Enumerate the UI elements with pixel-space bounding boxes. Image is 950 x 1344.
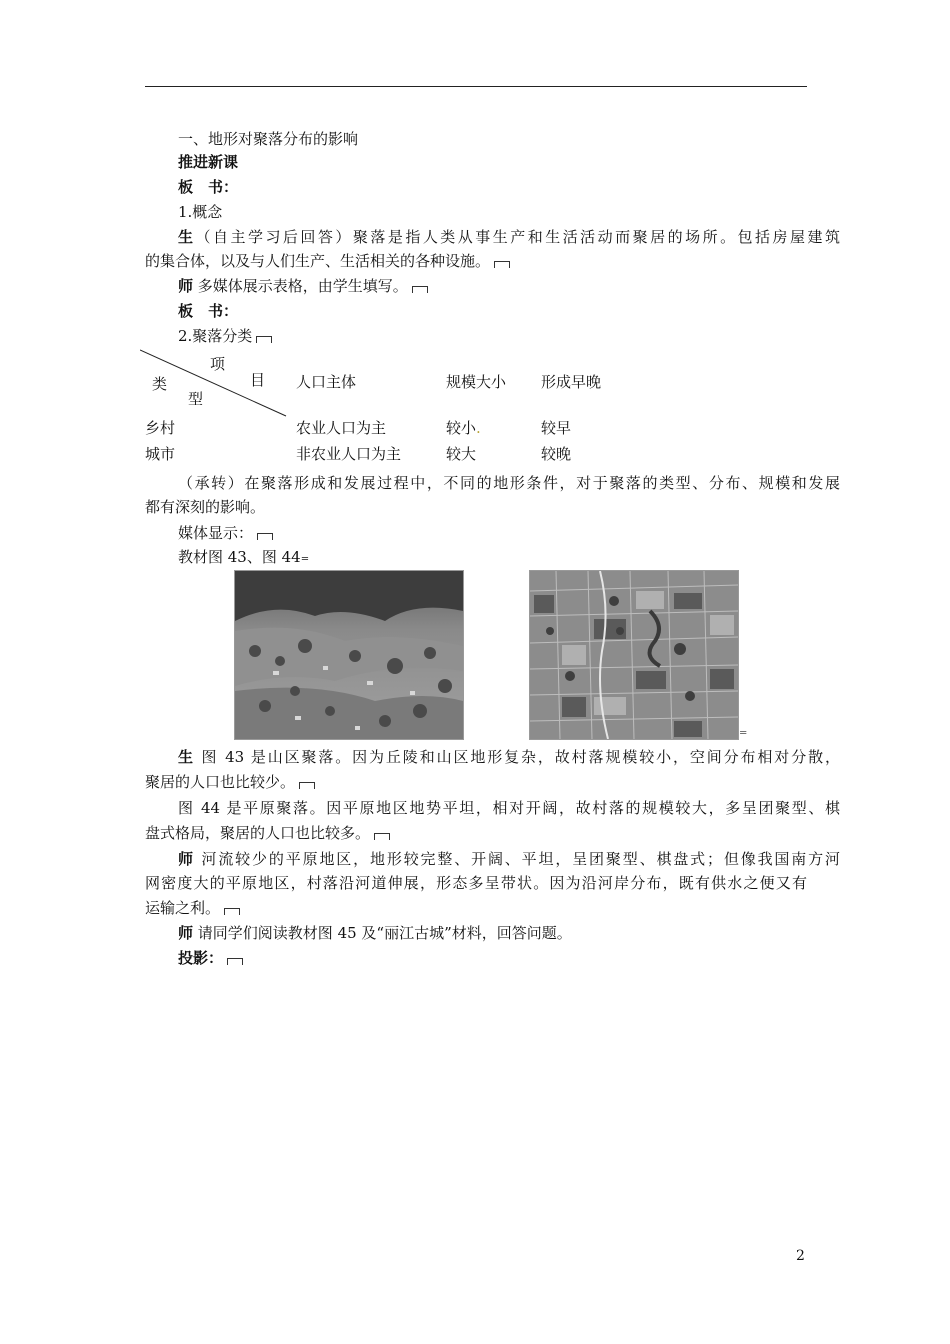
figure-43-mountain-settlement-photo (234, 570, 464, 740)
edit-mark-icon (494, 261, 510, 268)
edit-mark-icon (257, 533, 273, 540)
edit-mark-icon (256, 336, 272, 343)
cell-city-timing: 较晚 (541, 445, 572, 463)
cell-village-timing: 较早 (541, 419, 572, 437)
edit-mark-icon (224, 908, 240, 915)
projection-label: 投影： (145, 947, 840, 969)
teacher-note-1: 师 多媒体展示表格，由学生填写。 (145, 275, 840, 297)
figure-44-plain-settlement-photo (529, 570, 739, 740)
transition-line-1: （承转）在聚落形成和发展过程中，不同的地形条件，对于聚落的类型、分布、规模和发展 (178, 474, 840, 492)
cell-city-scale: 较大 (446, 445, 477, 463)
corner-label-type-2: 型 (188, 390, 204, 408)
cell-village-scale: 较小. (446, 419, 481, 437)
board-note-2: 板 书： (178, 302, 239, 320)
cell-city-population: 非农业人口为主 (296, 445, 402, 463)
row-type-city: 城市 (145, 445, 176, 463)
board-note-1: 板 书： (178, 178, 239, 196)
edit-mark-icon (374, 833, 390, 840)
column-header-timing: 形成早晚 (541, 373, 602, 391)
edit-mark-icon (412, 286, 428, 293)
cell-village-population: 农业人口为主 (296, 419, 387, 437)
header-rule (145, 86, 807, 87)
corner-label-item-2: 目 (250, 371, 266, 389)
column-header-scale: 规模大小 (446, 373, 507, 391)
section-title: 一、地形对聚落分布的影响 (178, 130, 359, 148)
student-answer-fig43-line-1: 生 图 43 是山区聚落。因为丘陵和山区地形复杂，故村落规模较小，空间分布相对分散， (178, 748, 840, 766)
edit-mark-icon (227, 958, 243, 965)
transition-line-2: 都有深刻的影响。 (145, 498, 266, 516)
student-answer-line-1: 生（自主学习后回答）聚落是指人类从事生产和生活活动而聚居的场所。包括房屋建筑 (178, 228, 840, 246)
teacher-instruction: 师 请同学们阅读教材图 45 及“丽江古城”材料，回答问题。 (178, 924, 572, 942)
edit-mark-icon (299, 782, 315, 789)
classification-heading: 2.聚落分类 (145, 325, 840, 347)
concept-heading: 1.概念 (178, 203, 223, 221)
settlement-classification-table (140, 344, 660, 474)
student-answer-fig43-line-2: 聚居的人口也比较少。 (145, 771, 807, 793)
teacher-explanation-line-2: 网密度大的平原地区，村落沿河道伸展，形态多呈带状。因为沿河岸分布，既有供水之便又有 (145, 874, 807, 892)
row-type-village: 乡村 (145, 419, 176, 437)
figures-caption: 教材图 43、图 44= (178, 548, 310, 566)
corner-label-type-1: 类 (152, 375, 168, 393)
figure-edit-mark: = (739, 728, 748, 739)
student-answer-line-2: 的集合体，以及与人们生产、生活相关的各种设施。 (145, 250, 807, 272)
fig44-explanation-line-2: 盘式格局，聚居的人口也比较多。 (145, 822, 807, 844)
page-number: 2 (796, 1248, 805, 1264)
corner-label-item-1: 项 (210, 355, 226, 373)
teacher-explanation-line-1: 师 河流较少的平原地区，地形较完整、开阔、平坦，呈团聚型、棋盘式；但像我国南方河 (178, 850, 840, 868)
media-display: 媒体显示： (145, 522, 840, 544)
fig44-explanation-line-1: 图 44 是平原聚落。因平原地区地势平坦，相对开阔，故村落的规模较大，多呈团聚型、棋 (178, 799, 840, 817)
lesson-heading: 推进新课 (178, 153, 239, 171)
column-header-population: 人口主体 (296, 373, 357, 391)
teacher-explanation-line-3: 运输之利。 (145, 897, 807, 919)
